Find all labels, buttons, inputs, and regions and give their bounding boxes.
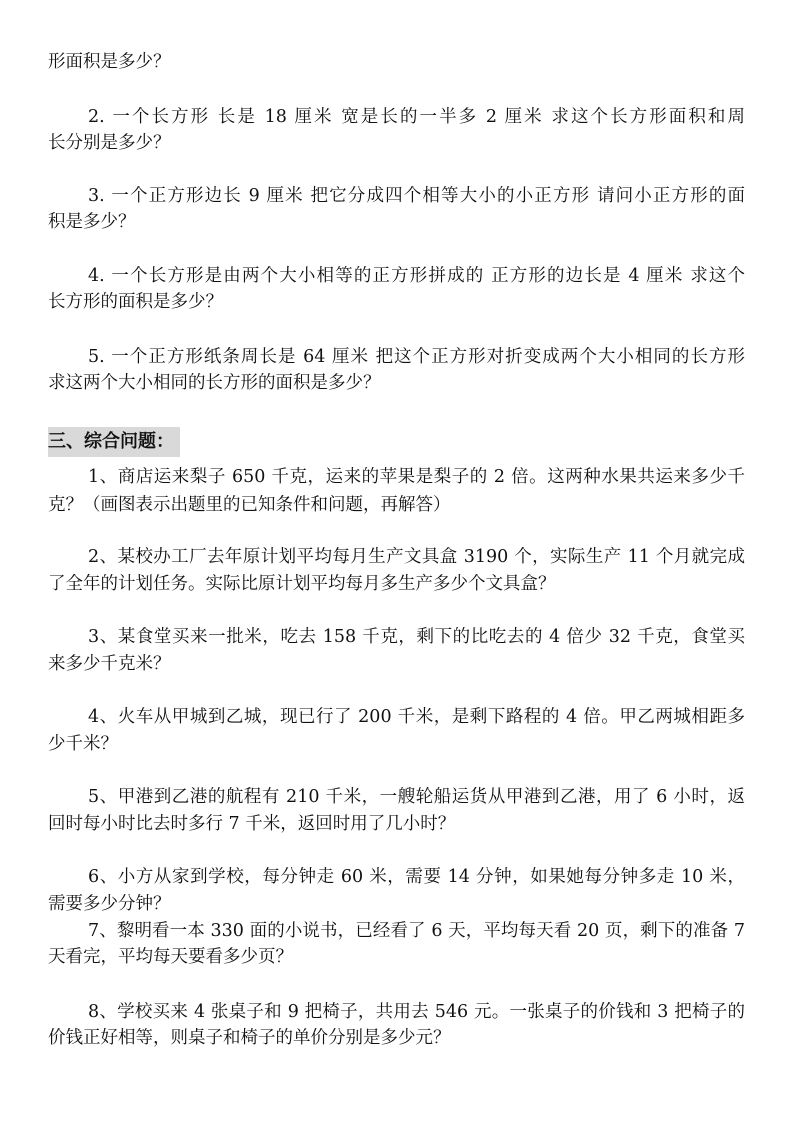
problem-3-1-line2: 克？（画图表示出题里的已知条件和问题，再解答） (48, 495, 451, 515)
problem-3-2-line1: 2、某校办工厂去年原计划平均每月生产文具盒 3190 个，实际生产 11 个月就完成 (88, 547, 745, 567)
problem-2-4-line2: 长方形的面积是多少？ (48, 292, 223, 312)
problem-3-4-line2: 少千米？ (48, 734, 118, 754)
problem-3-4-line1: 4、火车从甲城到乙城，现已行了 200 千米，是剩下路程的 4 倍。甲乙两城相距多 (88, 707, 745, 727)
problem-2-4-line1: 4. 一个长方形是由两个大小相等的正方形拼成的 正方形的边长是 4 厘米 求这个 (88, 266, 745, 286)
problem-2-5-line2: 求这两个大小相同的长方形的面积是多少？ (48, 373, 381, 393)
problem-3-6-line1: 6、小方从家到学校，每分钟走 60 米，需要 14 分钟，如果她每分钟多走 10 米， (88, 867, 745, 887)
problem-3-5-line2: 回时每小时比去时多行 7 千米，返回时用了几小时？ (48, 814, 456, 834)
problem-2-2-line1: 2. 一个长方形 长是 18 厘米 宽是长的一半多 2 厘米 求这个长方形面积和周 (88, 107, 745, 127)
problem-3-8-line1: 8、学校买来 4 张桌子和 9 把椅子，共用去 546 元。一张桌子的价钱和 3 把椅子的 (88, 1002, 745, 1022)
problem-2-5-line1: 5. 一个正方形纸条周长是 64 厘米 把这个正方形对折变成两个大小相同的长方形 (88, 347, 745, 367)
problem-3-1-line1: 1、商店运来梨子 650 千克，运来的苹果是梨子的 2 倍。这两种水果共运来多少千 (88, 467, 745, 487)
problem-3-6-line2: 需要多少分钟？ (48, 894, 171, 914)
problem-2-3-line1: 3. 一个正方形边长 9 厘米 把它分成四个相等大小的小正方形 请问小正方形的面 (88, 186, 745, 206)
problem-3-2-line2: 了全年的计划任务。实际比原计划平均每月多生产多少个文具盒？ (48, 574, 556, 594)
problem-3-3-line1: 3、某食堂买来一批米，吃去 158 千克，剩下的比吃去的 4 倍少 32 千克，食堂买 (88, 627, 745, 647)
problem-3-3-line2: 来多少千克米？ (48, 654, 171, 674)
problem-2-2-line2: 长分别是多少？ (48, 133, 171, 153)
problem-2-3-line2: 积是多少？ (48, 212, 136, 232)
problem-3-8-line2: 价钱正好相等，则桌子和椅子的单价分别是多少元？ (48, 1028, 451, 1048)
problem-3-5-line1: 5、甲港到乙港的航程有 210 千米，一艘轮船运货从甲港到乙港，用了 6 小时，返 (88, 787, 745, 807)
problem-3-7-line2: 天看完，平均每天要看多少页？ (48, 947, 293, 967)
section2-tail-text: 形面积是多少？ (48, 52, 171, 72)
problem-3-7-line1: 7、黎明看一本 330 面的小说书，已经看了 6 天，平均每天看 20 页，剩下的准备 7 (88, 921, 745, 941)
section-3-heading: 三、综合问题： (48, 427, 180, 457)
